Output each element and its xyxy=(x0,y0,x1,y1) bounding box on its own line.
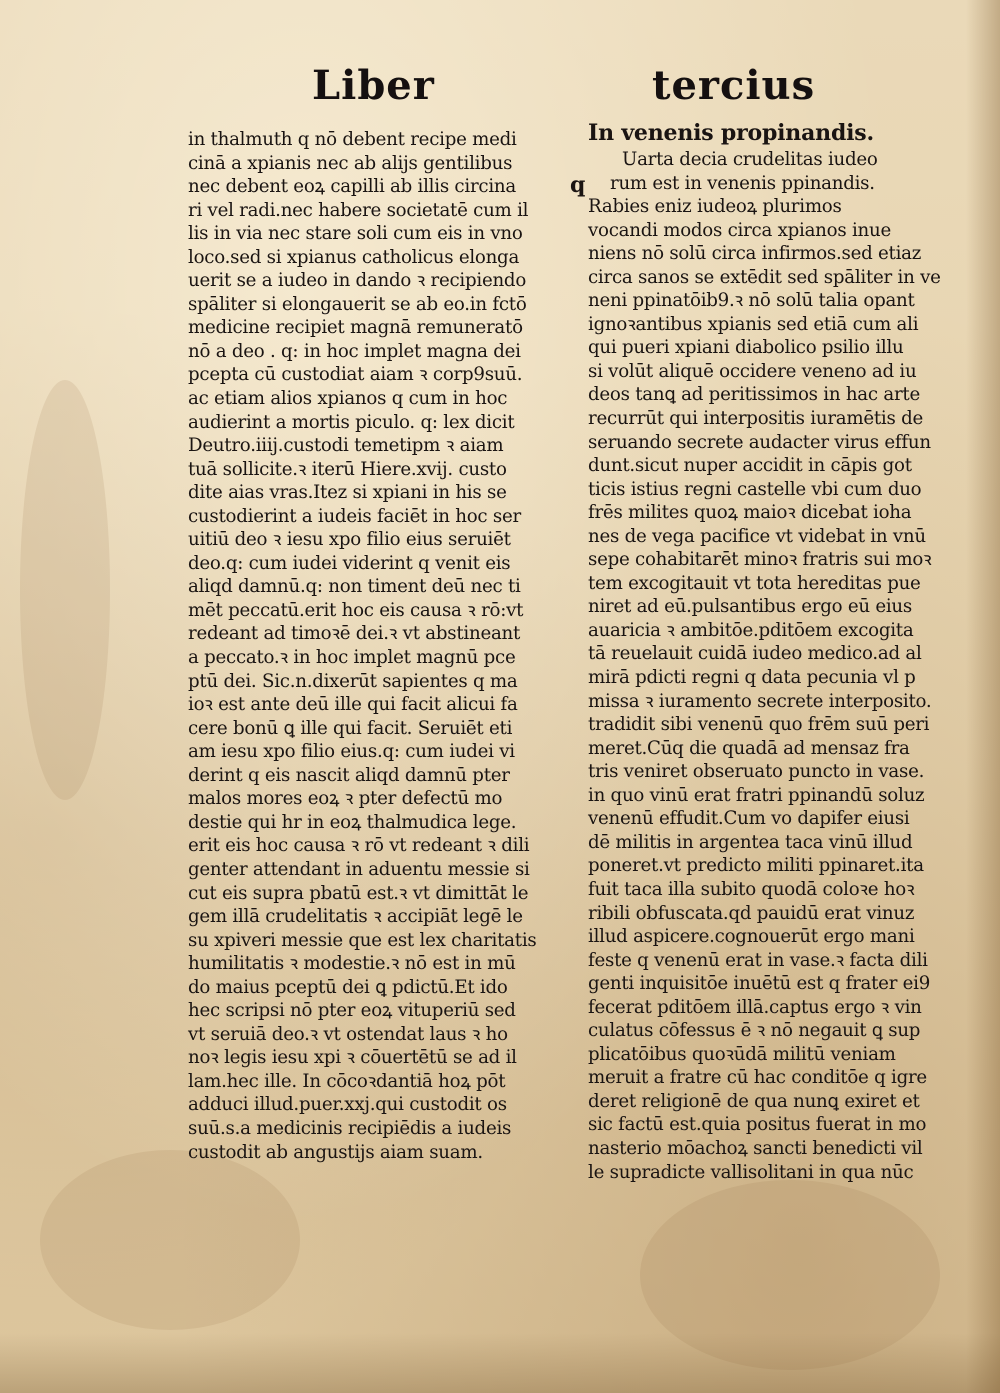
text-line: deret religionē de qua nunꝗ exiret et xyxy=(588,1090,920,1112)
text-line: tradidit sibi venenū quo frēm suū peri xyxy=(588,714,930,736)
text-line: auaricia ꝛ ambitōe.pditōem excogita xyxy=(588,619,914,641)
text-line: niens nō solū circa infirmos.sed etiaz xyxy=(588,243,922,265)
text-line: suū.s.a medicinis recipiēdis a iudeis xyxy=(188,1117,512,1139)
text-line: frēs milites quoꝝ maioꝛ dicebat ioha xyxy=(588,502,912,524)
text-line: culatus cōfessus ē ꝛ nō negauit ꝗ sup xyxy=(588,1020,921,1042)
text-line: derint q eis nascit aliqd damnū pter xyxy=(188,764,510,786)
text-line: mirā pdicti regni q data pecunia vl p xyxy=(588,667,916,689)
text-line: su xpiveri messie que est lex charitatis xyxy=(188,929,537,951)
page-edge-shadow xyxy=(966,0,1000,1393)
text-line: loco.sed si xpianus catholicus elonga xyxy=(188,246,520,268)
text-line: do maius pceptū dei ꝗ pdictū.Et ido xyxy=(188,976,508,998)
text-line: meret.Cūq die quadā ad mensaz fra xyxy=(588,737,910,759)
text-line: recurrūt qui interpositis iuramētis de xyxy=(588,408,924,430)
text-line: cere bonū ꝗ ille qui facit. Seruiēt eti xyxy=(188,717,513,739)
text-line: niret ad eū.pulsantibus ergo eū eius xyxy=(588,596,912,618)
text-line: lam.hec ille. In cōcoꝛdantiā hoꝝ pōt xyxy=(188,1070,506,1092)
text-line: ignoꝛantibus xpianis sed etiā cum ali xyxy=(588,313,919,335)
text-line: ioꝛ est ante deū ille qui facit alicui fa xyxy=(188,694,518,716)
guide-letter: q xyxy=(570,172,586,198)
text-line: nes de vega pacifice vt videbat in vnū xyxy=(588,525,926,547)
text-line: sepe cohabitarēt minoꝛ fratris sui moꝛ xyxy=(588,549,932,571)
text-line: genti inquisitōe inuētū est q frater ei9 xyxy=(588,973,931,995)
text-line: malos mores eoꝝ ꝛ pter defectū mo xyxy=(188,788,503,810)
text-line: feste q venenū erat in vase.ꝛ facta dili xyxy=(588,949,928,971)
text-line: missa ꝛ iuramento secrete interposito. xyxy=(588,690,932,712)
text-line: cinā a xpianis nec ab alijs gentilibus xyxy=(188,152,513,174)
text-line: adduci illud.puer.xxj.qui custodit os xyxy=(188,1094,507,1116)
text-line: in thalmuth q nō debent recipe medi xyxy=(188,129,517,150)
right-text-column xyxy=(570,118,941,1184)
text-line: tuā sollicite.ꝛ iterū Hiere.xvij. custo xyxy=(188,458,507,480)
text-line: dunt.sicut nuper accidit in cāpis got xyxy=(588,455,912,477)
text-line: Uarta decia crudelitas iudeo xyxy=(622,149,878,170)
text-line: venenū effudit.Cum vo dapifer eiusi xyxy=(588,808,910,830)
text-line: ac etiam alios xpianos q cum in hoc xyxy=(188,388,508,410)
left-text-column xyxy=(188,128,538,1164)
text-line: deos tanꝗ ad peritissimos in hac arte xyxy=(588,384,920,406)
text-line: fuit taca illa subito quodā coloꝛe hoꝛ xyxy=(588,878,915,900)
text-line: si volūt aliquē occidere veneno ad iu xyxy=(588,360,917,382)
text-line: redeant ad timoꝛē dei.ꝛ vt abstineant xyxy=(188,623,521,645)
text-line: in quo vinū erat fratri ppinandū soluz xyxy=(588,784,925,806)
text-line: uitiū deo ꝛ iesu xpo filio eius seruiēt xyxy=(188,529,511,551)
text-line: erit eis hoc causa ꝛ rō vt redeant ꝛ dili xyxy=(188,835,530,857)
text-line: cut eis supra pbatū est.ꝛ vt dimittāt le xyxy=(188,882,529,904)
text-line: noꝛ legis iesu xpi ꝛ cōuertētū se ad il xyxy=(188,1047,517,1069)
right-column-lines xyxy=(588,148,941,1184)
text-line: plicatōibus quoꝛūdā militū veniam xyxy=(588,1043,896,1065)
text-line: Deutro.iiij.custodi temetipm ꝛ aiam xyxy=(188,435,504,457)
running-head-right: tercius xyxy=(652,62,816,109)
paper-stain xyxy=(40,1150,300,1330)
text-line: poneret.vt predicto militi ppinaret.ita xyxy=(588,855,924,877)
text-line: circa sanos se extēdit sed spāliter in ve xyxy=(588,266,941,288)
text-line: seruando secrete audacter virus effun xyxy=(588,431,931,453)
text-line: nasterio mōachoꝝ sancti benedicti vil xyxy=(588,1137,923,1159)
chapter-rubric: In venenis propinandis. xyxy=(588,120,874,146)
text-line: nec debent eoꝝ capilli ab illis circina xyxy=(188,176,516,198)
paper-stain xyxy=(20,380,110,800)
text-line: humilitatis ꝛ modestie.ꝛ nō est in mū xyxy=(188,953,516,975)
text-line: fecerat pditōem illā.captus ergo ꝛ vin xyxy=(588,996,922,1018)
text-line: ribili obfuscata.qd pauidū erat vinuz xyxy=(588,902,915,924)
text-line: mēt peccatū.erit hoc eis causa ꝛ rō:vt xyxy=(188,599,524,621)
text-line: dē militis in argentea taca vinū illud xyxy=(588,831,913,853)
text-line: tris veniret obseruato puncto in vase. xyxy=(588,761,925,783)
text-line: qui pueri xpiani diabolico psilio illu xyxy=(588,337,904,359)
text-line: tem excogitauit vt tota hereditas pue xyxy=(588,572,921,594)
text-line: illud aspicere.cognouerūt ergo mani xyxy=(588,926,915,948)
text-line: pcepta cū custodiat aiam ꝛ corp9suū. xyxy=(188,364,523,386)
text-line: tā reuelauit cuidā iudeo medico.ad al xyxy=(588,643,922,665)
text-line: ptū dei. Sic.n.dixerūt sapientes q ma xyxy=(188,670,518,692)
text-line: meruit a fratre cū hac conditōe q igre xyxy=(588,1067,927,1089)
text-line: neni ppinatōib9.ꝛ nō solū talia opant xyxy=(588,290,915,312)
text-line: Rabies eniz iudeoꝝ plurimos xyxy=(588,196,842,218)
text-line: sic factū est.quia positus fuerat in mo xyxy=(588,1114,927,1136)
running-head-left: Liber xyxy=(312,62,435,109)
text-line: vocandi modos circa xpianos inue xyxy=(588,219,891,241)
text-line: aliqd damnū.q: non timent deū nec ti xyxy=(188,576,521,598)
text-line: dite aias vras.Itez si xpiani in his se xyxy=(188,482,507,504)
text-line: destie qui hr in eoꝝ thalmudica lege. xyxy=(188,811,517,833)
text-line: vt seruiā deo.ꝛ vt ostendat laus ꝛ ho xyxy=(188,1023,508,1045)
text-line: am iesu xpo filio eius.q: cum iudei vi xyxy=(188,741,515,763)
text-line: genter attendant in aduentu messie si xyxy=(188,858,530,880)
text-line: uerit se a iudeo in dando ꝛ recipiendo xyxy=(188,270,527,292)
text-line: spāliter si elongauerit se ab eo.in fctō xyxy=(188,293,527,315)
text-line: gem illā crudelitatis ꝛ accipiāt legē le xyxy=(188,906,523,928)
text-line: custodit ab angustijs aiam suam. xyxy=(188,1141,483,1163)
text-line: ticis istius regni castelle vbi cum duo xyxy=(588,478,922,500)
text-line: le supradicte vallisolitani in qua nūc xyxy=(588,1161,914,1183)
text-line: rum est in venenis ppinandis. xyxy=(610,172,875,194)
text-line: ri vel radi.nec habere societatē cum il xyxy=(188,199,529,221)
text-line: a peccato.ꝛ in hoc implet magnū pce xyxy=(188,647,516,669)
text-line: hec scripsi nō pter eoꝝ vituperiū sed xyxy=(188,1000,516,1022)
page-bottom-shadow xyxy=(0,1333,1000,1393)
text-line: custodierint a iudeis faciēt in hoc ser xyxy=(188,505,521,527)
text-line: audierint a mortis piculo. q: lex dicit xyxy=(188,411,515,433)
text-line: deo.q: cum iudei viderint q venit eis xyxy=(188,552,511,574)
text-line: medicine recipiet magnā remuneratō xyxy=(188,317,523,339)
text-line: nō a deo . q: in hoc implet magna dei xyxy=(188,340,521,362)
text-line: lis in via nec stare soli cum eis in vno xyxy=(188,223,523,245)
